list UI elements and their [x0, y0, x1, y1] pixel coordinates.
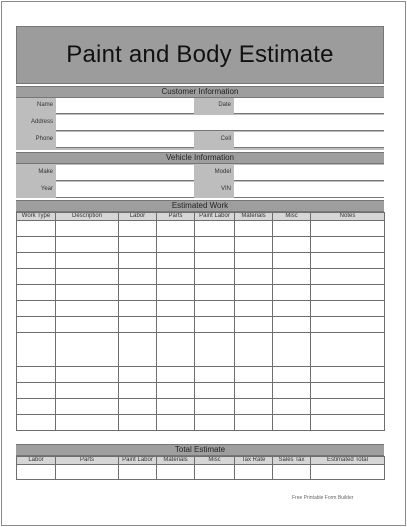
total-col-header: Materials [157, 457, 195, 465]
vin-label: VIN [220, 186, 231, 192]
work-cell[interactable] [311, 253, 385, 269]
work-cell[interactable] [17, 367, 56, 383]
work-cell[interactable] [17, 415, 56, 431]
work-cell[interactable] [311, 317, 385, 333]
work-cell[interactable] [311, 415, 385, 431]
work-cell[interactable] [311, 285, 385, 301]
work-cell[interactable] [195, 415, 235, 431]
work-cell[interactable] [119, 383, 157, 399]
work-cell[interactable] [273, 415, 311, 431]
work-cell[interactable] [56, 253, 119, 269]
make-label: Make [38, 169, 53, 175]
work-cell[interactable] [195, 367, 235, 383]
work-cell[interactable] [235, 221, 273, 237]
work-cell[interactable] [17, 269, 56, 285]
work-col-header: Description [56, 213, 119, 221]
address-label: Address [30, 119, 53, 125]
estimated-work-table [16, 212, 385, 431]
name-label: Name [36, 102, 53, 108]
work-col-header: Misc [273, 213, 311, 221]
work-section-header: Estimated Work [16, 200, 384, 212]
total-section-header: Total Estimate [16, 444, 384, 456]
work-col-header: Materials [235, 213, 273, 221]
work-cell[interactable] [195, 285, 235, 301]
footer-note: Free Printable Form Builder [292, 495, 354, 501]
work-col-header: Labor [119, 213, 157, 221]
work-col-header: Notes [311, 213, 385, 221]
work-col-header: Work Type [17, 213, 56, 221]
work-cell[interactable] [311, 333, 385, 367]
model-field[interactable] [234, 165, 384, 181]
work-cell[interactable] [273, 221, 311, 237]
work-cell[interactable] [17, 285, 56, 301]
work-cell[interactable] [56, 317, 119, 333]
work-cell[interactable] [119, 237, 157, 253]
work-cell[interactable] [273, 317, 311, 333]
work-row [17, 285, 385, 301]
total-col-header: Sales Tax [273, 457, 311, 465]
work-cell[interactable] [119, 415, 157, 431]
total-cell[interactable] [56, 465, 119, 480]
form-title: Paint and Body Estimate [66, 41, 334, 68]
work-cell[interactable] [119, 285, 157, 301]
work-row [17, 269, 385, 285]
work-cell[interactable] [273, 269, 311, 285]
cell-label: Cell [220, 136, 231, 142]
work-cell[interactable] [195, 399, 235, 415]
total-cell[interactable] [273, 465, 311, 480]
work-cell[interactable] [311, 269, 385, 285]
work-cell[interactable] [17, 317, 56, 333]
work-cell[interactable] [56, 383, 119, 399]
work-cell[interactable] [235, 399, 273, 415]
address-field[interactable] [56, 115, 384, 131]
total-header-row [17, 457, 385, 465]
work-row [17, 237, 385, 253]
work-cell[interactable] [195, 253, 235, 269]
total-col-header: Labor [17, 457, 56, 465]
work-cell[interactable] [56, 269, 119, 285]
work-row [17, 333, 385, 367]
total-col-header: Misc [195, 457, 235, 465]
work-cell[interactable] [273, 285, 311, 301]
work-cell[interactable] [311, 301, 385, 317]
work-rows [17, 221, 385, 431]
work-cell[interactable] [311, 221, 385, 237]
phone-field[interactable] [56, 132, 194, 148]
total-cell[interactable] [235, 465, 273, 480]
work-cell[interactable] [157, 383, 195, 399]
work-cell[interactable] [235, 367, 273, 383]
work-cell[interactable] [195, 301, 235, 317]
total-value-row [17, 465, 385, 480]
name-field[interactable] [56, 98, 194, 114]
total-col-header: Parts [56, 457, 119, 465]
work-cell[interactable] [157, 415, 195, 431]
work-cell[interactable] [119, 333, 157, 367]
work-cell[interactable] [273, 399, 311, 415]
work-header-row [17, 213, 385, 221]
work-cell[interactable] [157, 237, 195, 253]
work-cell[interactable] [157, 221, 195, 237]
work-row [17, 383, 385, 399]
work-cell[interactable] [157, 367, 195, 383]
work-cell[interactable] [195, 333, 235, 367]
work-cell[interactable] [157, 333, 195, 367]
work-cell[interactable] [235, 301, 273, 317]
work-cell[interactable] [17, 301, 56, 317]
work-cell[interactable] [56, 221, 119, 237]
model-label: Model [214, 169, 231, 175]
work-col-header: Parts [157, 213, 195, 221]
work-cell[interactable] [273, 367, 311, 383]
work-cell[interactable] [17, 237, 56, 253]
date-label: Date [218, 102, 231, 108]
work-cell[interactable] [17, 383, 56, 399]
work-cell[interactable] [119, 269, 157, 285]
work-cell[interactable] [56, 285, 119, 301]
total-col-header: Paint Labor [119, 457, 157, 465]
work-cell[interactable] [273, 253, 311, 269]
date-field[interactable] [234, 98, 384, 114]
work-row [17, 301, 385, 317]
total-cell[interactable] [311, 465, 385, 480]
work-cell[interactable] [56, 301, 119, 317]
work-cell[interactable] [119, 399, 157, 415]
work-row [17, 367, 385, 383]
total-cell[interactable] [195, 465, 235, 480]
work-cell[interactable] [157, 317, 195, 333]
work-cell[interactable] [17, 221, 56, 237]
work-cell[interactable] [311, 367, 385, 383]
vehicle-section-header: Vehicle Information [16, 152, 384, 164]
work-col-header: Paint Labor [195, 213, 235, 221]
work-cell[interactable] [17, 253, 56, 269]
make-field[interactable] [56, 165, 194, 181]
work-cell[interactable] [157, 301, 195, 317]
work-row [17, 317, 385, 333]
total-estimate-table [16, 456, 385, 480]
work-cell[interactable] [17, 333, 56, 367]
work-row [17, 415, 385, 431]
work-cell[interactable] [17, 399, 56, 415]
total-col-header: Tax Rate [235, 457, 273, 465]
work-cell[interactable] [311, 399, 385, 415]
work-cell[interactable] [56, 333, 119, 367]
total-cell[interactable] [17, 465, 56, 480]
year-label: Year [40, 186, 53, 192]
work-cell[interactable] [235, 383, 273, 399]
work-row [17, 253, 385, 269]
work-cell[interactable] [311, 237, 385, 253]
work-cell[interactable] [119, 317, 157, 333]
work-cell[interactable] [235, 415, 273, 431]
work-cell[interactable] [235, 285, 273, 301]
work-cell[interactable] [195, 237, 235, 253]
vin-field[interactable] [234, 182, 384, 198]
work-cell[interactable] [273, 333, 311, 367]
work-cell[interactable] [235, 253, 273, 269]
work-cell[interactable] [157, 285, 195, 301]
work-cell[interactable] [195, 383, 235, 399]
work-cell[interactable] [195, 269, 235, 285]
year-field[interactable] [56, 182, 194, 198]
customer-section-header: Customer Information [16, 86, 384, 98]
work-cell[interactable] [119, 367, 157, 383]
work-cell[interactable] [119, 253, 157, 269]
work-cell[interactable] [235, 317, 273, 333]
work-cell[interactable] [195, 317, 235, 333]
total-cell[interactable] [157, 465, 195, 480]
total-cell[interactable] [119, 465, 157, 480]
work-cell[interactable] [195, 221, 235, 237]
work-cell[interactable] [235, 333, 273, 367]
work-cell[interactable] [56, 399, 119, 415]
work-cell[interactable] [273, 237, 311, 253]
phone-label: Phone [35, 136, 53, 142]
form-page [1, 1, 406, 526]
work-cell[interactable] [273, 383, 311, 399]
cell-field[interactable] [234, 132, 384, 148]
work-cell[interactable] [56, 415, 119, 431]
title-banner [16, 26, 384, 84]
work-cell[interactable] [273, 301, 311, 317]
work-cell[interactable] [119, 221, 157, 237]
work-cell[interactable] [157, 253, 195, 269]
work-row [17, 221, 385, 237]
work-cell[interactable] [56, 367, 119, 383]
work-cell[interactable] [311, 383, 385, 399]
work-cell[interactable] [235, 269, 273, 285]
work-cell[interactable] [235, 237, 273, 253]
work-cell[interactable] [157, 269, 195, 285]
work-cell[interactable] [157, 399, 195, 415]
work-row [17, 399, 385, 415]
work-cell[interactable] [56, 237, 119, 253]
total-col-header: Estimated Total [311, 457, 385, 465]
work-cell[interactable] [119, 301, 157, 317]
